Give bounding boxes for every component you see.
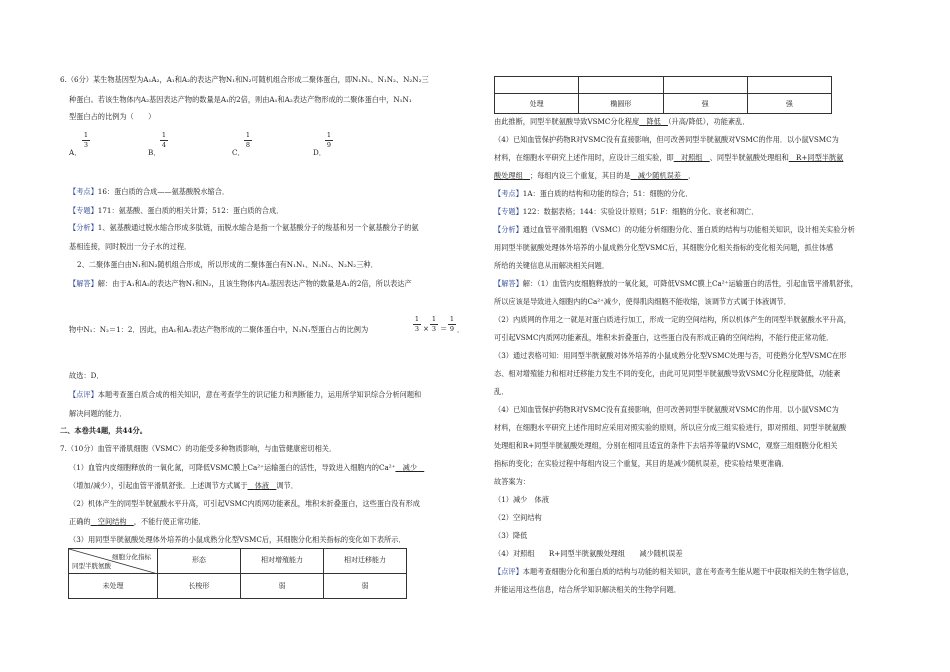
table-cell: 椭圆形 [579, 94, 663, 114]
q7-part2-line1: （2）机体产生的同型半胱氨酸水平升高，可引起VSMC内质网功能紊乱，堆积未折叠蛋白，这些蛋白没有形成 [69, 499, 420, 508]
table-cell: 长梭形 [157, 574, 240, 599]
section-heading: 二、本卷共4题，共44分。 [60, 426, 147, 435]
answer-3: （3）降低 [494, 531, 528, 540]
q6-fenxi-line2: 基相连接，同时脱出一分子水的过程． [69, 242, 192, 251]
option-d-label: D． [313, 148, 326, 157]
q7-part3-line1: （3）用同型半胱氨酸处理体外培养的小鼠成熟分化型VSMC后，其细胞分化相关指标的变化如下表所示． [69, 535, 406, 544]
q7-jieda-line1: 【解答】解：（1）血管内皮细胞释放的一氧化氮，可降低VSMC膜上Ca²⁺运输蛋白的活性，引起血管平滑肌舒张， [494, 279, 858, 288]
data-table [68, 548, 407, 599]
q7-part1-line2: （增加/减少），引起血管平滑肌舒张．上述调节方式属于 体液 调节． [69, 481, 298, 490]
q7-dianping-line1: 【点评】本题考查细胞分化和蛋白质的结构与功能的相关知识，意在考查考生能从题干中获取相关的生物学信息， [494, 567, 854, 576]
table-header-migration: 相对迁移能力 [323, 549, 406, 574]
option-b-label: B． [148, 148, 161, 157]
option-c-label: C． [232, 148, 245, 157]
q7-dianping-line2: 并能运用这些信息，结合所学知识解决相关的生物学问题． [494, 585, 681, 594]
q7-jieda-line4: 可引起VSMC内质网功能紊乱，堆积未折叠蛋白，这些蛋白没有形成正确的空间结构，不能行使正常功能． [494, 333, 834, 342]
jieda-fraction-3: $\frac{1}{9}$ [449, 315, 455, 333]
q6-zhuanti: 【专题】171：氨基酸、蛋白质的相关计算；512：蛋白质的合成． [69, 206, 284, 215]
table-cell: 弱 [240, 574, 323, 599]
q6-stem-line3: 型蛋白占的比例为（ ） [69, 112, 156, 121]
q7-jieda-line7: 乱． [494, 387, 509, 396]
jieda-fraction-1: $\frac{1}{3}$ [414, 315, 420, 333]
q7-fenxi-line1: 【分析】通过血管平滑肌细胞（VSMC）的功能分析细胞分化、蛋白质的结构与功能相关知识，设计相关实验分析 [494, 225, 855, 234]
q7-jieda-line11: 指标的变化；在实验过程中每组内设三个重复，其目的是减少随机误差，使实验结果更准确． [494, 459, 789, 468]
table-diagonal-header [69, 549, 158, 574]
q6-stem-line2: 种蛋白。若该生物体内A₂基因表达产物的数量是A₁的2倍，则由A₁和A₂表达产物形成的二聚体蛋白中，N₁N₁ [69, 95, 412, 104]
option-d-fraction: $\frac{1}{9}$ [326, 131, 332, 149]
q7-jieda-line9: 材料，在细胞水平研究上述作用时应采用对照实验的原则，所以应分成三组实验进行，即对照组、同型半胱氨酸 [494, 423, 847, 432]
jieda-period: ． [457, 325, 465, 334]
option-b-fraction: $\frac{1}{4}$ [161, 131, 167, 149]
q6-fenxi-line3: 2、二聚体蛋白由N₁和N₂随机组合形成，所以形成的二聚体蛋白有N₁N₁、N₁N₂、N₂N₂三种． [77, 260, 378, 269]
q7-zhuanti: 【专题】122：数据表格；144：实验设计原则；51F：细胞的分化、衰老和凋亡． [494, 207, 759, 216]
jieda-times: × [423, 324, 430, 333]
q7-stem: 7.（10分）血管平滑肌细胞（VSMC）的功能受多种物质影响，与血管健康密切相关． [60, 444, 337, 453]
q7-jieda-line6: 态、相对增殖能力和相对迁移能力发生不同的变化，由此可见同型半胱氨酸导致VSMC分化程度降低，功能紊 [494, 369, 841, 378]
table-row [69, 574, 407, 599]
table-cell: 强 [747, 94, 831, 114]
q7-part2-line2: 正确的 空间结构 ，不能行使正常功能． [69, 517, 206, 526]
diag-bottom-label: 同型半胱氨酸 [72, 562, 111, 570]
q7-part1-line1: （1）血管内皮细胞释放的一氧化氮，可降低VSMC膜上Ca²⁺运输蛋白的活性，导致进入细胞内的Ca²⁺ 减少 [69, 463, 418, 472]
table-cell: 未处理 [69, 574, 158, 599]
q6-dianping-line1: 【点评】本题考查蛋白质合成的相关知识，意在考查学生的识记能力和判断能力，运用所学知识综合分析问题和 [69, 390, 422, 399]
q6-kaodian: 【考点】16：蛋白质的合成——氨基酸脱水缩合． [69, 187, 230, 196]
diag-top-label: 细胞分化指标 [111, 553, 151, 561]
q7-part4-line3: 酸处理组 ；每组内设三个重复，其目的是 减少随机误差 ． [494, 171, 696, 180]
answer-4: （4）对照组 R+同型半胱氨酸处理组 减少随机误差 [494, 549, 683, 558]
q6-jieda-line1: 【解答】解：由于A₁和A₂的表达产物N₁和N₂，且该生物体内A₂基因表达产物的数量是A₁的2倍，所以表达产 [69, 279, 412, 288]
option-a-label: A． [69, 148, 82, 157]
q6-fenxi-line1: 【分析】1、氨基酸通过脱水缩合形成多肽链，而脱水缩合是指一个氨基酸分子的羧基和另一个氨基酸分子的氨 [69, 223, 419, 232]
table-cell: 弱 [323, 574, 406, 599]
table-row [495, 94, 832, 114]
table-header-proliferation: 相对增殖能力 [240, 549, 323, 574]
q7-jieda-line8: （4）已知血管保护药物R对VSMC没有直接影响，但可改善同型半胱氨酸对VSMC的作用．以小鼠VSMC为 [494, 405, 839, 414]
jieda-equals: ＝ [440, 324, 448, 333]
q6-jieda-line2: 物中N₁：N₂＝1：2．因此，由A₁和A₂表达产物形成的二聚体蛋白中，N₁N₁型蛋白占的比例为 [69, 325, 369, 334]
answer-2: （2）空间结构 [494, 513, 542, 522]
jieda-fraction-2: $\frac{1}{3}$ [431, 315, 437, 333]
q7-jieda-line3: （2）内质网的作用之一就是对蛋白质进行加工，形成一定的空间结构，所以机体产生的同型半胱氨酸水平升高， [494, 315, 851, 324]
q7-part4-line2: 材料，在细胞水平研究上述作用时，应设计三组实验，即 对照组 、同型半胱氨酸处理组和 R+同型半胱氨 [494, 153, 844, 162]
answer-title: 故答案为： [494, 477, 530, 486]
table-cell: 处理 [495, 94, 579, 114]
q7-part4-line1: （4）已知血管保护药物R对VSMC没有直接影响，但可改善同型半胱氨酸对VSMC的作用．以小鼠VSMC为 [494, 135, 839, 144]
answer-1: （1）减少 体液 [494, 495, 549, 504]
q7-fenxi-line2: 用同型半胱氨酸处理体外培养的小鼠成熟分化型VSMC后，其细胞分化相关指标的变化相关问题，抓住体感 [494, 243, 834, 252]
q7-jieda-line2: 所以应该是导致进入细胞内的Ca²⁺减少，使得肌肉细胞不能收缩，该调节方式属于体液调节． [494, 297, 791, 306]
q6-dianping-line2: 解决问题的能力． [69, 409, 127, 418]
q7-jieda-line10: 处理组和R+同型半胱氨酸处理组，分别在相同且适宜的条件下去培养等量的VSMC，观察三组细胞分化相关 [494, 441, 838, 450]
table-header-shape: 形态 [157, 549, 240, 574]
table-cell: 强 [663, 94, 747, 114]
option-a-fraction: $\frac{1}{3}$ [83, 131, 89, 149]
q6-stem-line1: 6.（6分）某生物基因型为A₁A₂，A₁和A₂的表达产物N₁和N₂可随机组合形成二聚体蛋白，即N₁N₁、N₁N₂、N₂N₂三 [60, 75, 429, 84]
q7-part3-line2: 由此推断，同型半胱氨酸导致VSMC分化程度 降低 （升高/降低），功能紊乱． [494, 117, 750, 126]
q7-jieda-line5: （3）通过表格可知：用同型半胱氨酸对体外培养的小鼠成熟分化型VSMC处理与否，可使熟分化型VSMC在形 [494, 351, 847, 360]
q7-fenxi-line3: 所给的关键信息从而解决相关问题． [494, 261, 610, 270]
data-table-continued [494, 76, 832, 114]
q7-kaodian: 【考点】1A：蛋白质的结构和功能的综合；51：细胞的分化． [494, 189, 693, 198]
option-c-fraction: $\frac{1}{8}$ [245, 131, 251, 149]
q6-answer: 故选：D． [69, 371, 104, 380]
